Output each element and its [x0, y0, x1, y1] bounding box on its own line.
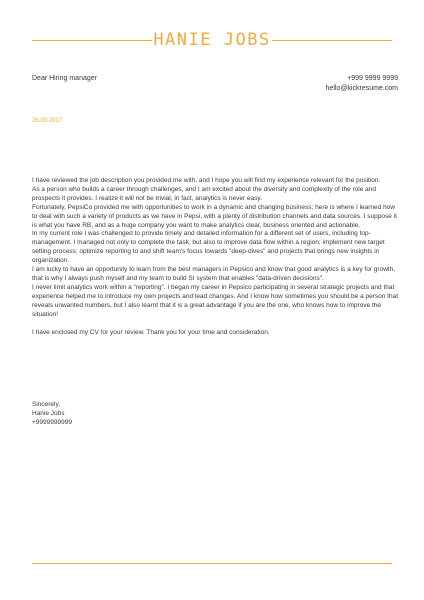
letter-header [32, 28, 392, 52]
signoff-sincerely: Sincerely, [32, 401, 61, 408]
body-paragraph: I have reviewed the job description you provided me with, and I hope you will find my experience relevant for the position. [32, 177, 381, 184]
letter-date: 26.09.2017 [32, 118, 63, 124]
contact-phone: +999 9999 9999 [347, 75, 398, 82]
contact-email[interactable]: hello@kickresume.com [325, 85, 398, 92]
body-paragraph: I am lucky to have an opportunity to learn from the best managers in Pepsico and know that good analytics is a key for growth, that is why I always push myself and my team to build SI system that enables "data-driven decisions". [32, 266, 396, 282]
body-paragraph: In my current role I was challenged to provide timely and detailed information for a different set of users, including top-management. I managed not only to complete the task, but also to improve data flow within a region; implement new target setting process; optimize reporting to and shift team's focus towards "deep-dives" and projects that brings new insights in organization. [32, 230, 385, 265]
header-rule-right [272, 40, 392, 41]
footer-rule [32, 563, 392, 564]
letter-body [32, 177, 402, 337]
signoff-phone: +9999999999 [32, 419, 72, 426]
body-paragraph: I never limit analytics work within a "reporting". I began my career in Pepsico participating in several strategic projects and that experience helped me to introduce my own projects and lead changes. And I know how sometimes you should be a person that reveals unwanted numbers, but I also learnt that it is a great advantage if you are the one, who knows how to improve the situation! [32, 283, 399, 318]
applicant-name: HANIE JOBS [153, 30, 271, 50]
closing-paragraph: I have enclosed my CV for your review. Thank you for your time and consideration. [32, 328, 270, 336]
body-paragraph: As a person who builds a career through challenges, and I am excited about the diversity and complexity of the role and prospects it provides. I realize it will not be trivial, in fact, analytics is never easy. [32, 185, 376, 202]
contact-block [326, 74, 398, 94]
body-paragraph: Fortunately, PepsiCo provided me with opportunities to work in a dynamic and changing business; here is where I learned how to deal with such a variety of products as we have in Pepsi, with a plenty of distribution channels and data sources. I suppose it is what you have RB, and as a huge company you want to make analytics clear, business oriented and actionable. [32, 203, 397, 229]
signoff-block [32, 400, 72, 427]
salutation: Dear Hiring manager [32, 75, 97, 82]
signoff-name: Hanie Jobs [32, 410, 65, 417]
